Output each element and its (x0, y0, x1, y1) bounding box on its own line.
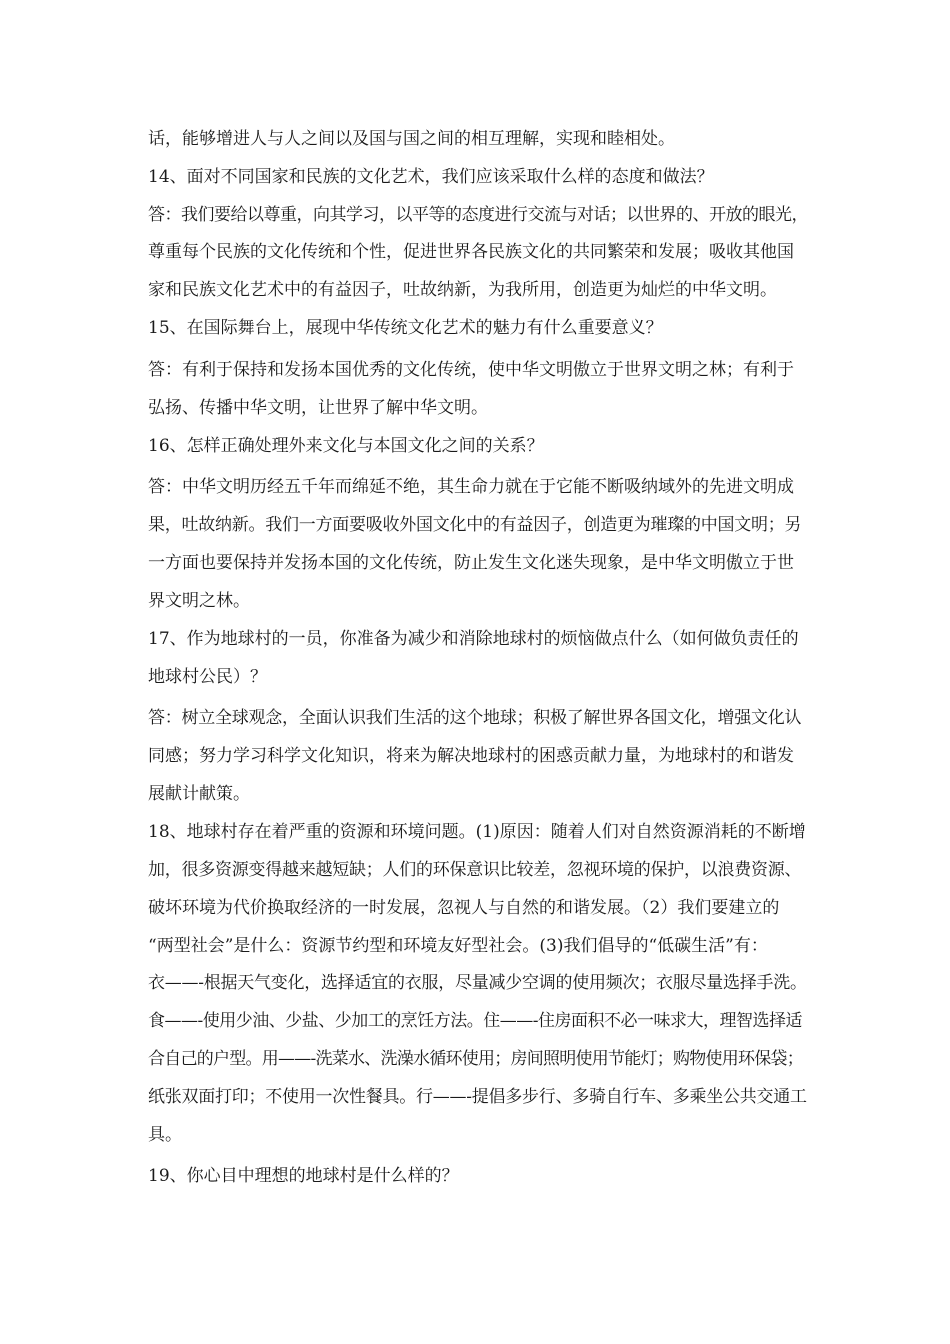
answer-17-line: 展献计献策。 (148, 784, 250, 804)
answer-17-line: 同感；努力学习科学文化知识，将来为解决地球村的困惑贡献力量，为地球村的和谐发 (148, 746, 794, 766)
answer-16-line: 一方面也要保持并发扬本国的文化传统，防止发生文化迷失现象，是中华文明傲立于世 (148, 553, 794, 573)
question-15: 15、在国际舞台上，展现中华传统文化艺术的魅力有什么重要意义？ (148, 318, 663, 338)
answer-14-line: 尊重每个民族的文化传统和个性，促进世界各民族文化的共同繁荣和发展；吸收其他国 (148, 242, 794, 262)
answer-18-line: 破坏环境为代价换取经济的一时发展，忽视人与自然的和谐发展。（2）我们要建立的 (148, 898, 780, 918)
answer-18-line: 纸张双面打印；不使用一次性餐具。行——-提倡多步行、多骑自行车、多乘坐公共交通工 (148, 1087, 807, 1107)
answer-16-line: 答：中华文明历经五千年而绵延不绝，其生命力就在于它能不断吸纳域外的先进文明成 (148, 477, 794, 497)
answer-18-line: 衣——-根据天气变化，选择适宜的衣服，尽量减少空调的使用频次；衣服尽量选择手洗。 (148, 973, 807, 993)
answer-18-line: 具。 (148, 1125, 182, 1145)
answer-18-line: 食——-使用少油、少盐、少加工的烹饪方法。住——-住房面积不必一味求大，理智选择适 (148, 1011, 802, 1031)
question-14: 14、面对不同国家和民族的文化艺术，我们应该采取什么样的态度和做法？ (148, 167, 714, 187)
answer-16-line: 界文明之林。 (148, 591, 250, 611)
question-18: 18、地球村存在着严重的资源和环境问题。(1)原因：随着人们对自然资源消耗的不断增 (148, 822, 806, 842)
answer-15-line: 弘扬、传播中华文明，让世界了解中华文明。 (148, 398, 488, 418)
answer-18-line: “两型社会”是什么：资源节约型和环境友好型社会。(3)我们倡导的“低碳生活”有： (148, 936, 768, 956)
question-17: 17、作为地球村的一员，你准备为减少和消除地球村的烦恼做点什么（如何做负责任的 (148, 629, 799, 649)
answer-18-line: 加，很多资源变得越来越短缺；人们的环保意识比较差，忽视环境的保护，以浪费资源、 (148, 860, 802, 880)
answer-15-line: 答：有利于保持和发扬本国优秀的文化传统，使中华文明傲立于世界文明之林；有利于 (148, 360, 794, 380)
question-16: 16、怎样正确处理外来文化与本国文化之间的关系？ (148, 436, 544, 456)
question-19: 19、你心目中理想的地球村是什么样的？ (148, 1166, 459, 1186)
answer-16-line: 果，吐故纳新。我们一方面要吸收外国文化中的有益因子，创造更为璀璨的中国文明；另 (148, 515, 802, 535)
question-17-line: 地球村公民）？ (148, 667, 267, 687)
answer-18-line: 合自己的户型。用——-洗菜水、洗澡水循环使用；房间照明使用节能灯；购物使用环保袋； (148, 1049, 803, 1069)
answer-14-line: 家和民族文化艺术中的有益因子，吐故纳新，为我所用，创造更为灿烂的中华文明。 (148, 280, 777, 300)
answer-17-line: 答：树立全球观念，全面认识我们生活的这个地球；积极了解世界各国文化，增强文化认 (148, 708, 802, 728)
text-line: 话，能够增进人与人之间以及国与国之间的相互理解，实现和睦相处。 (148, 129, 675, 149)
answer-14-line: 答：我们要给以尊重，向其学习，以平等的态度进行交流与对话；以世界的、开放的眼光， (148, 205, 808, 225)
